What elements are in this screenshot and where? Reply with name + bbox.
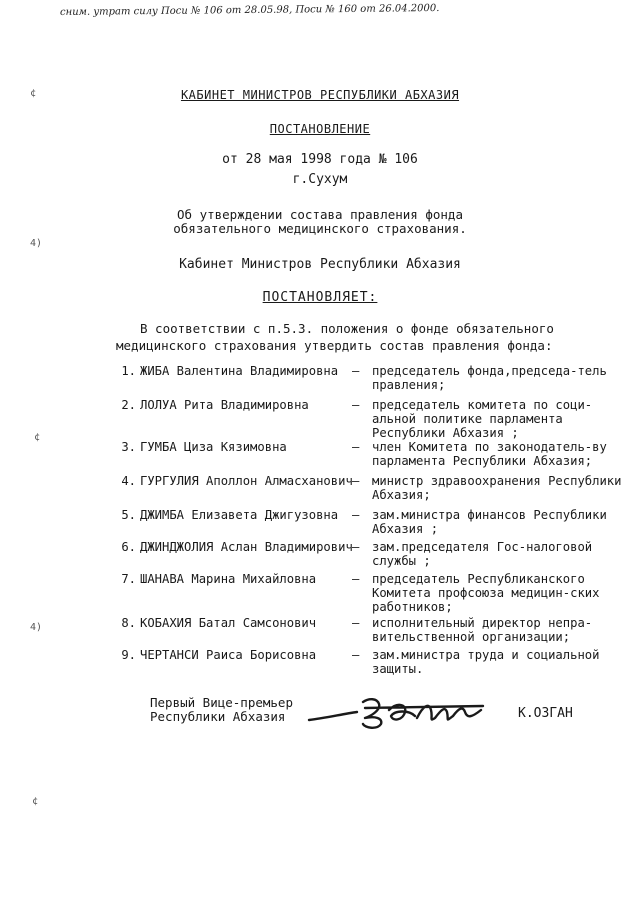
issuer: Кабинет Министров Республики Абхазия [179,257,461,272]
member-dash: – [352,648,360,662]
member-name: ДЖИНДЖОЛИЯ Аслан Владимирович [140,540,353,554]
member-number: 1. [121,364,136,378]
member-number: 2. [121,398,136,412]
document-city: г.Сухум [292,172,348,187]
member-number: 4. [121,474,136,488]
document-date-number: от 28 мая 1998 года № 106 [222,152,418,167]
handwritten-margin-note: сним. утрат силу Поси № 106 от 28.05.98, Поси № 160 от 26.04.2000. [59,3,440,18]
member-role: зам.министра труда и социальной защиты. [372,648,600,676]
member-number: 7. [121,572,136,586]
margin-mark: 4) [30,622,43,633]
member-role: председатель Республиканского Комитета профсоюза медицин-ских работников; [372,572,600,614]
member-role: член Комитета по законодатель-ву парламента Республики Абхазия; [372,440,607,468]
member-number: 5. [121,508,136,522]
authority-heading: КАБИНЕТ МИНИСТРОВ РЕСПУБЛИКИ АБХАЗИЯ [180,88,460,102]
document-type: ПОСТАНОВЛЕНИЕ [269,122,371,136]
member-role: министр здравоохранения Республики Абхазия; [372,474,622,502]
member-dash: – [352,364,360,378]
member-role: председатель фонда,председа-тель правления; [372,364,607,392]
member-dash: – [352,572,360,586]
member-dash: – [352,398,360,412]
member-number: 3. [121,440,136,454]
margin-mark: ¢ [32,796,39,807]
member-dash: – [352,540,360,554]
subject-line-1: Об утверждении состава правления фонда [177,207,463,222]
resolves-heading: ПОСТАНОВЛЯЕТ: [262,290,378,305]
member-dash: – [352,616,360,630]
member-name: ЛОЛУА Рита Владимировна [140,398,309,412]
subject-line-2: обязательного медицинского страхования. [173,221,467,236]
member-name: КОБАХИЯ Батал Самсонович [140,616,317,630]
signatory-title-line-1: Первый Вице-премьер [150,695,293,710]
member-role: зам.председателя Гос-налоговой службы ; [372,540,593,568]
member-role: исполнительный директор непра-вительственной организации; [372,616,593,644]
handwritten-signature [305,688,495,734]
member-name: ГУРГУЛИЯ Аполлон Алмасханович [140,474,353,488]
margin-mark: ¢ [30,88,37,99]
member-name: ШАНАВА Марина Михайловна [140,572,317,586]
member-dash: – [352,440,360,454]
margin-mark: 4) [30,238,43,249]
preamble-line-1: В соответствии с п.5.3. положения о фонде обязательного [140,321,554,336]
member-role: председатель комитета по соци-альной политике парламента Республики Абхазия ; [372,398,593,440]
margin-mark: ¢ [34,432,41,443]
member-number: 8. [121,616,136,630]
member-number: 9. [121,648,136,662]
member-dash: – [352,474,360,488]
member-name: ГУМБА Циза Кязимовна [140,440,287,454]
member-name: ДЖИМБА Елизавета Джигузовна [140,508,339,522]
member-name: ЧЕРТАНСИ Раиса Борисовна [140,648,317,662]
member-number: 6. [121,540,136,554]
preamble-line-2: медицинского страхования утвердить состав правления фонда: [116,338,553,353]
member-name: ЖИБА Валентина Владимировна [140,364,339,378]
member-dash: – [352,508,360,522]
member-role: зам.министра финансов Республики Абхазия ; [372,508,607,536]
signatory-name: К.ОЗГАН [518,706,573,721]
signatory-title-line-2: Республики Абхазия [150,709,286,724]
